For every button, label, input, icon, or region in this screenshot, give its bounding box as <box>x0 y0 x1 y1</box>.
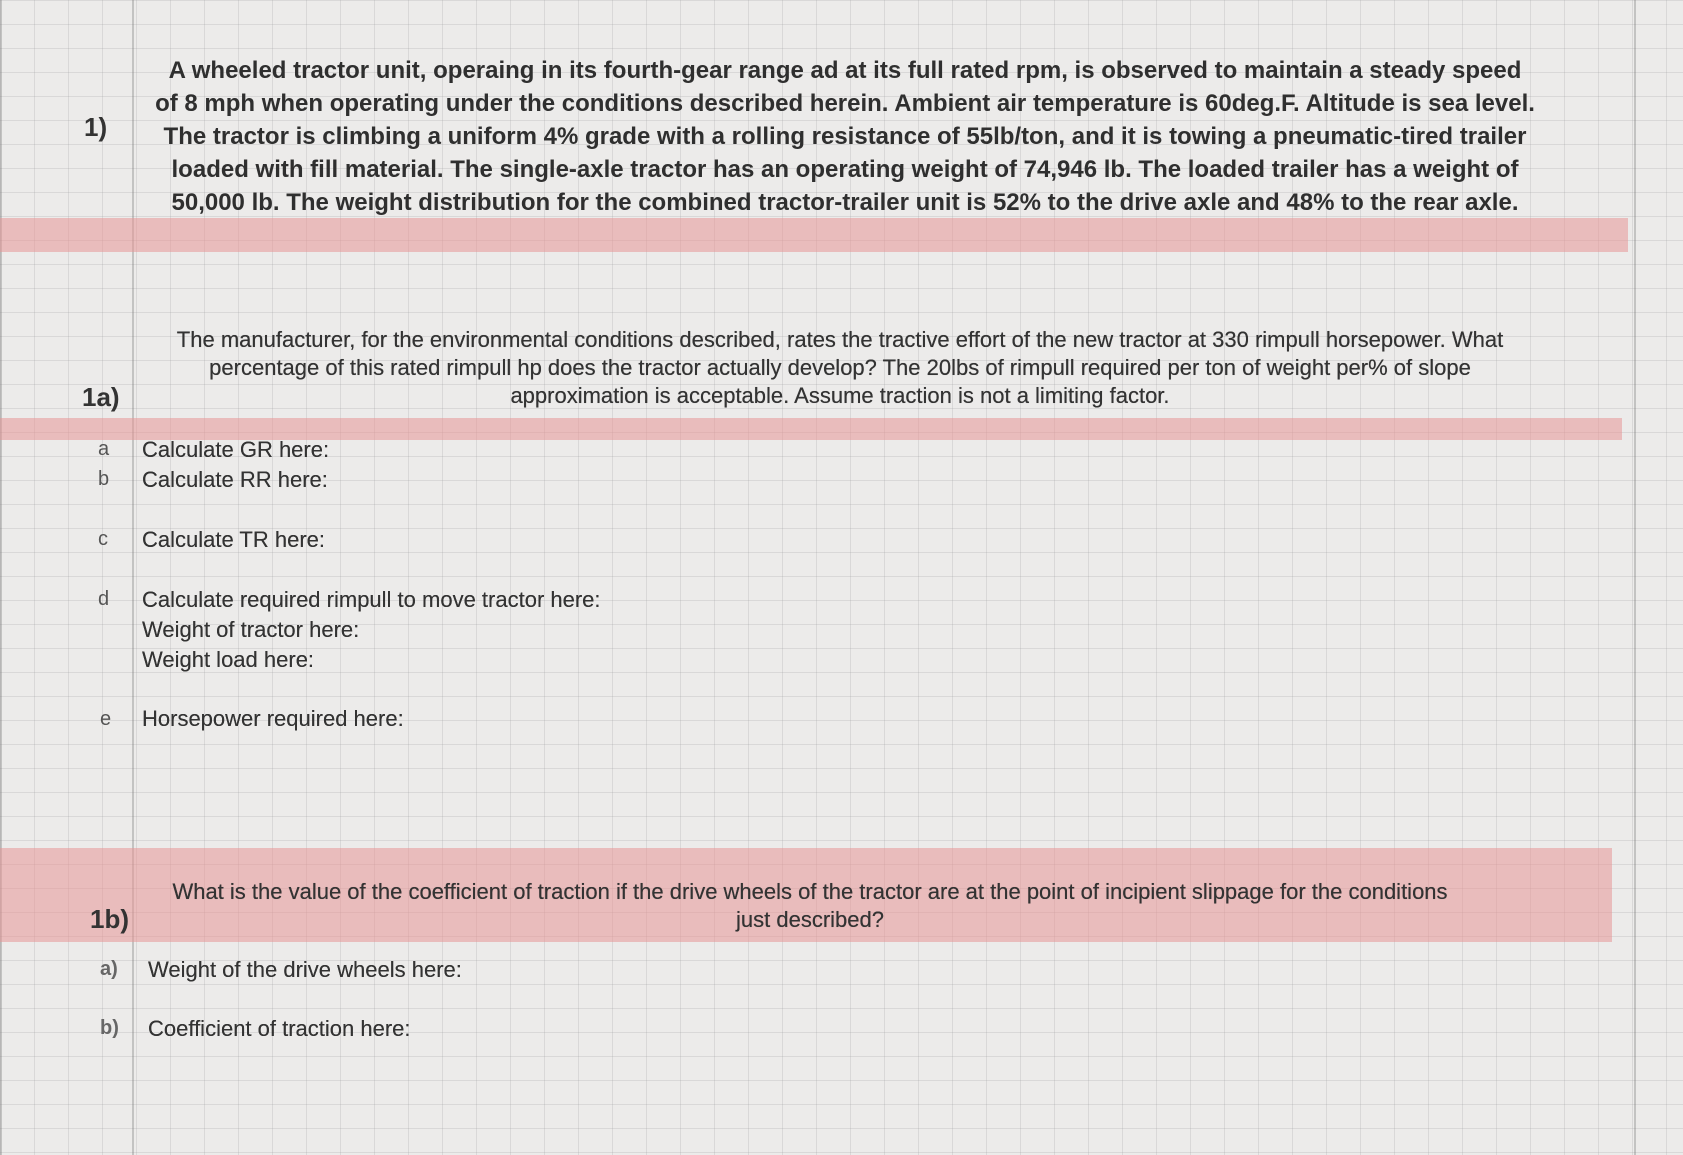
coefficient-of-traction-cell[interactable]: Coefficient of traction here: <box>148 1016 411 1041</box>
item-label-1b-a: a) <box>100 958 118 980</box>
calculate-rr-cell[interactable]: Calculate RR here: <box>142 467 328 492</box>
question-1a-text <box>140 326 1540 410</box>
question-1b-line: just described? <box>736 907 884 932</box>
question-1a-line: The manufacturer, for the environmental conditions described, rates the tractive effort of the new tractor at 330 rimpull horsepower. What <box>176 327 1504 352</box>
item-label-a: a <box>98 438 110 460</box>
item-label-b: b <box>98 468 110 490</box>
weight-of-tractor-cell[interactable]: Weight of tractor here: <box>142 617 360 642</box>
item-label-1b-b: b) <box>100 1017 119 1039</box>
item-label-d: d <box>98 588 110 610</box>
calculate-gr-cell[interactable]: Calculate GR here: <box>142 437 330 462</box>
question-1a-line: approximation is acceptable. Assume traction is not a limiting factor. <box>510 383 1170 408</box>
question-1b-text <box>140 878 1480 934</box>
question-1-line: loaded with fill material. The single-axle tractor has an operating weight of 74,946 lb. The loaded trailer has a weight of <box>171 156 1519 183</box>
highlight-band-q1 <box>0 218 1628 252</box>
calculate-tr-cell[interactable]: Calculate TR here: <box>142 527 326 552</box>
calculate-rimpull-cell[interactable]: Calculate required rimpull to move tractor here: <box>142 587 601 612</box>
question-1-line: A wheeled tractor unit, operaing in its fourth-gear range ad at its full rated rpm, is observed to maintain a steady speed <box>168 57 1522 84</box>
question-1-number: 1) <box>84 112 108 142</box>
weight-drive-wheels-cell[interactable]: Weight of the drive wheels here: <box>148 957 462 982</box>
question-1-line: of 8 mph when operating under the conditions described herein. Ambient air temperature is 60deg.F. Altitude is sea level. <box>155 90 1535 117</box>
column-divider-left <box>0 0 2 1155</box>
column-divider-right <box>1634 0 1636 1155</box>
question-1-line: The tractor is climbing a uniform 4% grade with a rolling resistance of 55lb/ton, and it is towing a pneumatic-tired trailer <box>163 123 1527 150</box>
question-1b-line: What is the value of the coefficient of traction if the drive wheels of the tractor are at the point of incipient slippage for the conditions <box>172 879 1448 904</box>
weight-load-cell[interactable]: Weight load here: <box>142 647 315 672</box>
question-1-text <box>125 54 1565 219</box>
question-1a-number: 1a) <box>82 382 120 412</box>
item-label-e: e <box>100 708 112 730</box>
item-label-c: c <box>98 528 108 550</box>
horsepower-required-cell[interactable]: Horsepower required here: <box>142 706 404 731</box>
question-1a-line: percentage of this rated rimpull hp does the tractor actually develop? The 20lbs of rimpull required per ton of weight per% of slope <box>209 355 1471 380</box>
question-1-line: 50,000 lb. The weight distribution for the combined tractor-trailer unit is 52% to the drive axle and 48% to the rear axle. <box>171 189 1519 216</box>
question-1b-number: 1b) <box>90 904 129 934</box>
